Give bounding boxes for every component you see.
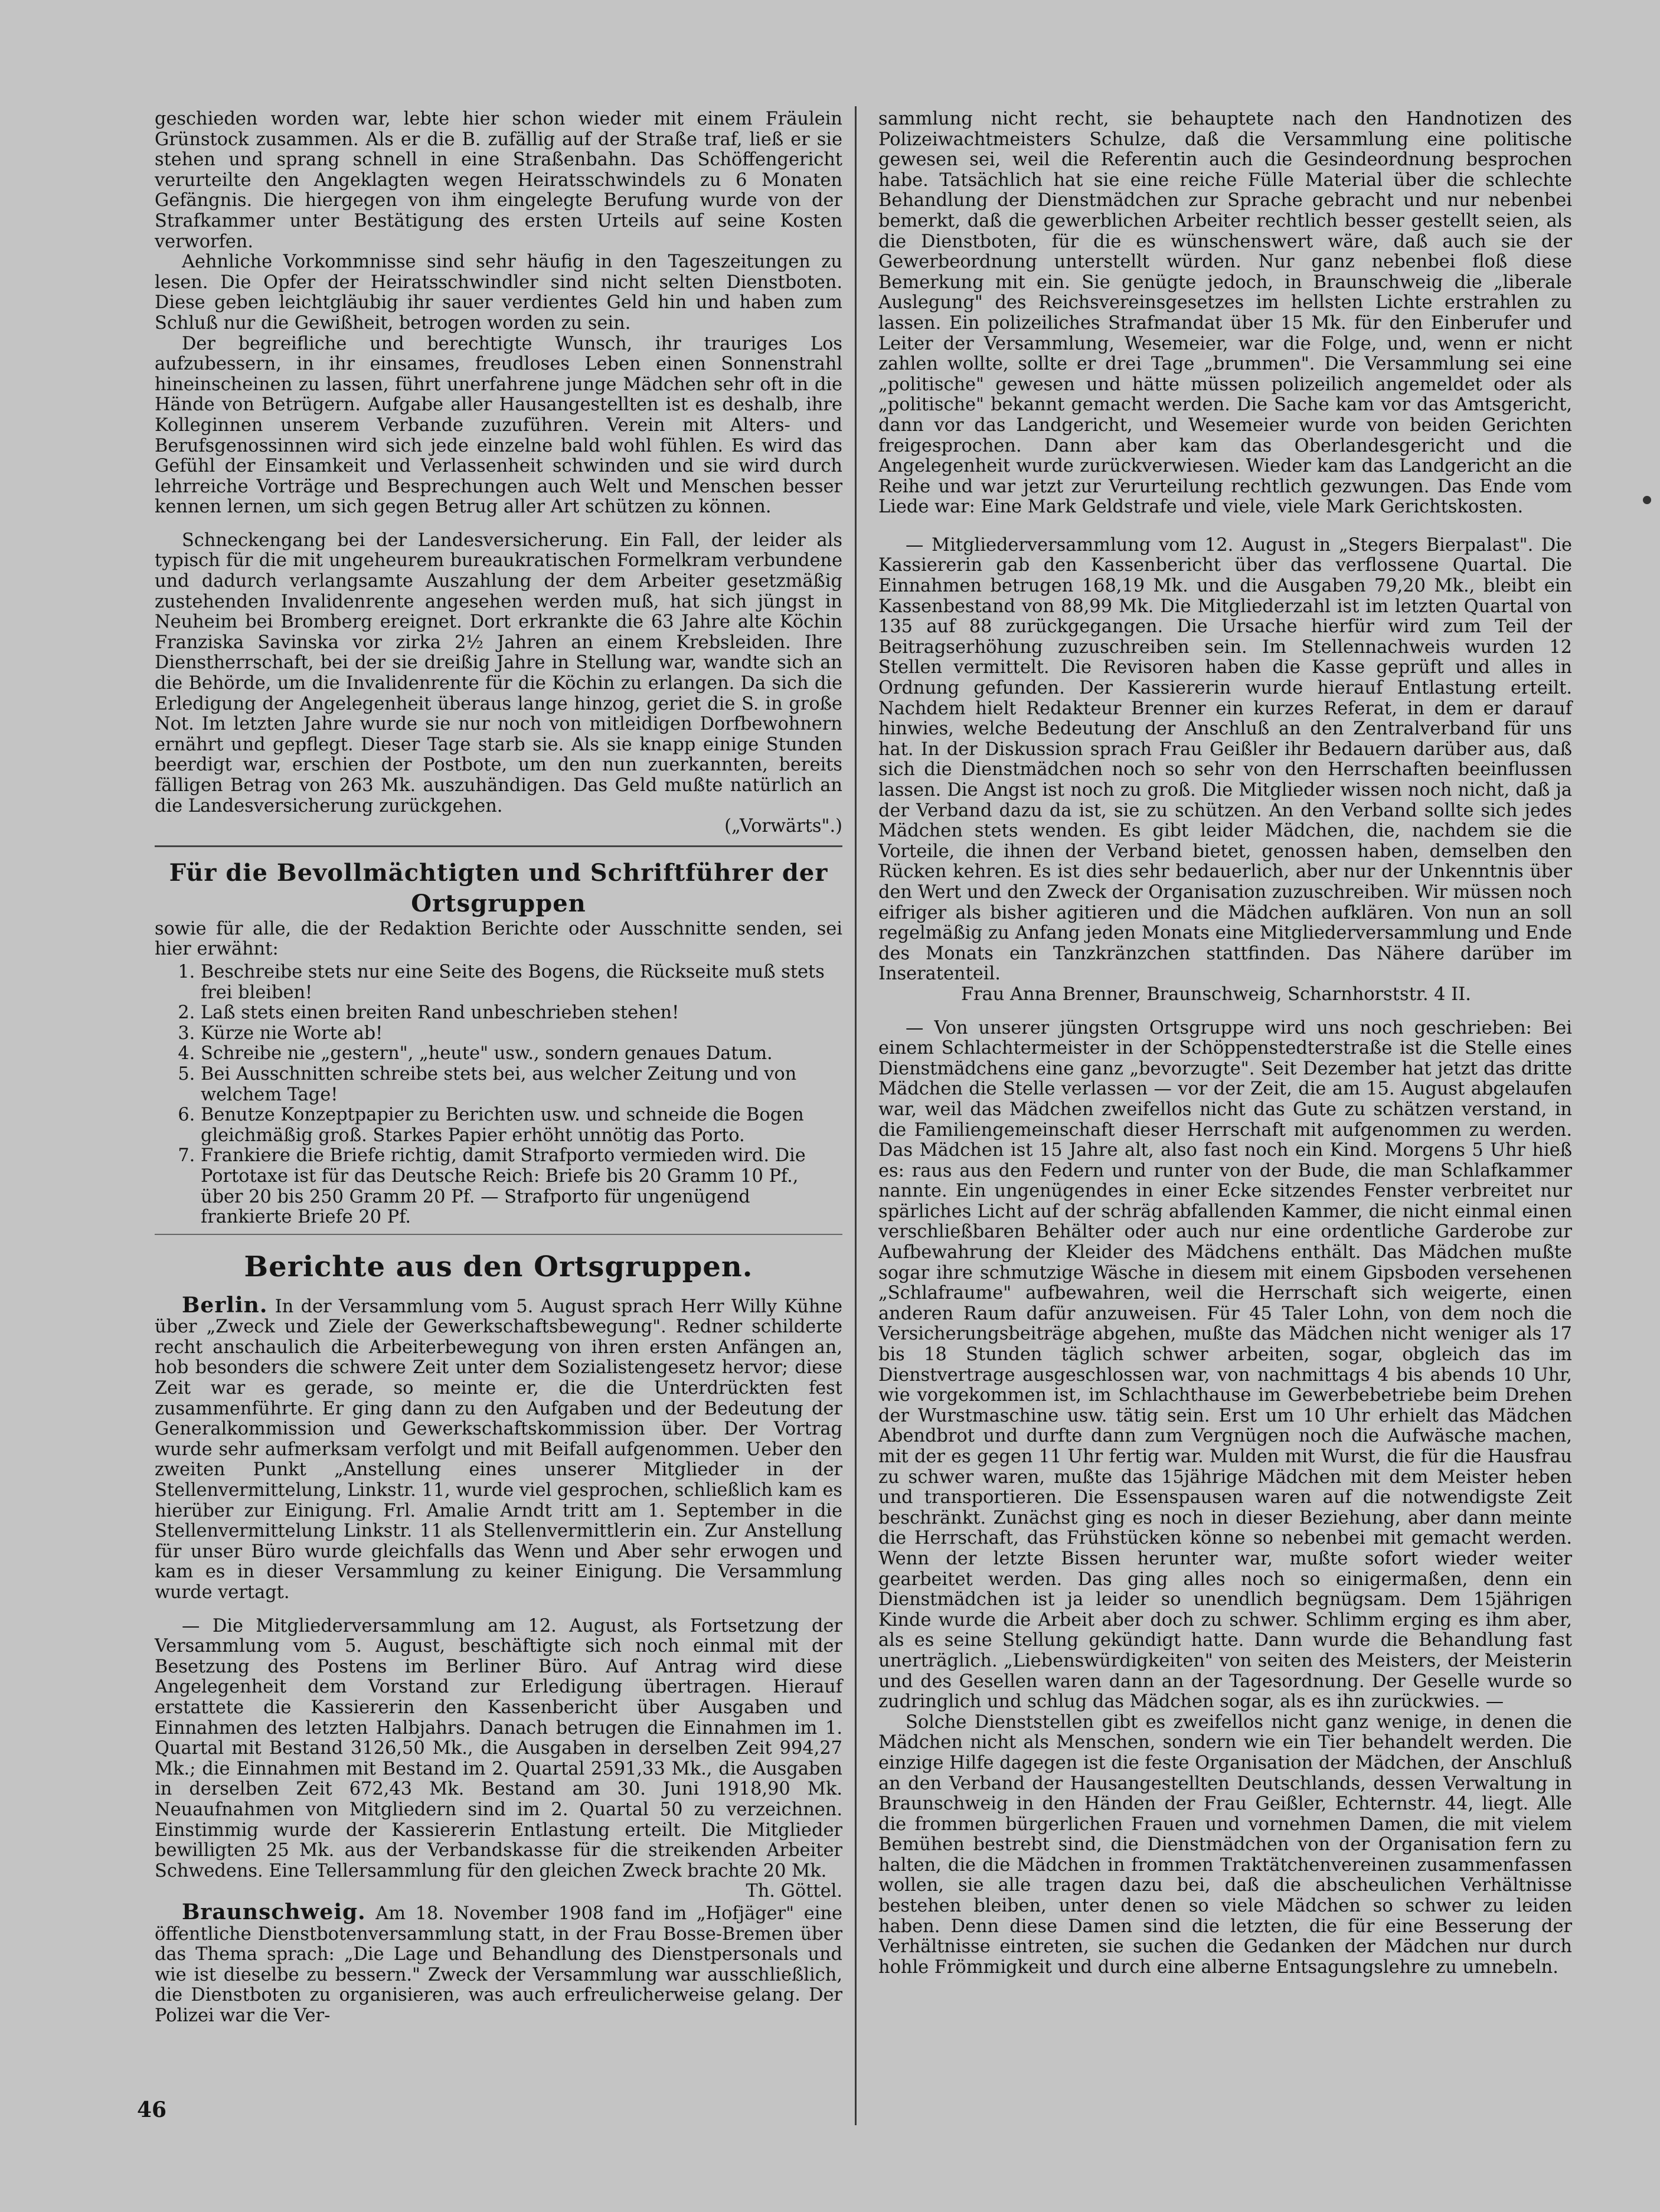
reports-title: Berichte aus den Ortsgruppen. <box>244 1250 753 1283</box>
ortsgruppe-report: — Von unserer jüngsten Ortsgruppe wird uns noch geschrieben: Bei einem Schlachtermeister in der Schöppenstedterstraße ist die Stelle eines Dienstmädchens eine ganz „bevorzugte". Seit Dezember hat jetzt das dritte Mädchen die Stelle verlassen — vor der Zeit, die am 15. August abgelaufen war, weil das Mädchen zweifellos nicht das Gute zu schätzen verstand, in die Familiengemeinschaft dieser Herrschaft mit aufgenommen zu werden. Das Mädchen ist 15 Jahre alt, also fast noch ein Kind. Morgens 5 Uhr hieß es: raus aus den Federn und runter von der Bude, die man Schlafkammer nannte. Ein ungenügendes in einer Ecke sitzendes Fenster verbreitet nur spärliches Licht auf der schräg abfallenden Kammer, die nicht einmal einen verschließbaren Behälter oder auch nur eine ordentliche Garderobe zur Aufbewahrung der Kleider des Mädchens enthält. Das Mädchen mußte sogar ihre schmutzige Wäsche in diesem mit einem Gipsboden versehenen „Schlafraume" aufbewahren, weil die Herrschaft sich weigerte, einen anderen Raum dafür anzuweisen. Für 45 Taler Lohn, von dem noch die Versicherungsbeiträge abgehen, mußte das Mädchen nicht weniger als 17 bis 18 Stunden täglich schwer arbeiten, sogar, obgleich das im Dienstvertrage ausgeschlossen war, von nachmittags 4 bis abends 10 Uhr, wie vorgekommen ist, im Schlachthause im Gewerbebetriebe beim Drehen der Wurstmaschine usw. tätig sein. Erst um 10 Uhr erhielt das Mädchen Abendbrot und durfte dann zum Vergnügen noch die Aufwäsche machen, mit der es gegen 11 Uhr fertig war. Mulden mit Wurst, die für die Hausfrau zu schwer waren, mußte das 15jährige Mädchen mit dem Meister heben und transportieren. Die Essenspausen waren auf die notwendigste Zeit beschränkt. Zunächst ging es noch in dieser Beziehung, aber dann meinte die Herrschaft, das Frühstücken könne so nebenbei mit gemacht werden. Wenn der letzte Bissen herunter war, mußte sofort wieder weiter gearbeitet werden. Das ging alles noch so einigermaßen, denn ein Dienstmädchen ist ja leider so unendlich begnügsam. Dem 15jährigen Kinde wurde die Arbeit aber doch zu schwer. Schlimm erging es ihm aber, als es seine Stellung gekündigt hatte. Dann wurde die Behandlung fast unerträglich. „Liebenswürdigkeiten" von seiten des Meisters, der Meisterin und des Gesellen waren dann an der Tagesordnung. Der Geselle wurde so zudringlich und schlug das Mädchen sogar, als es ihn zurückwies. — <box>878 1017 1572 1713</box>
article-paragraph: Der begreifliche und berechtigte Wunsch, ihr trauriges Los aufzubessern, in ihr einsames, freudloses Leben einen Sonnenstrahl hineinscheinen zu lassen, führt unerfahrene junge Mädchen sehr oft in die Hände von Betrügern. Aufgabe aller Hausangestellten ist es deshalb, ihre Kolleginnen unserem Verbande zuzuführen. Verein mit Alters- und Berufsgenossinnen wird sich jede einzelne bald wohl fühlen. Es wird das Gefühl der Einsamkeit und Verlassenheit schwinden und sie wird durch lehrreiche Vorträge und Besprechungen auch Welt und Menschen besser kennen lernen, um sich gegen Betrug aller Art schützen zu können. <box>155 333 842 518</box>
scan-edge-mark <box>1643 496 1651 504</box>
berlin-signature: Th. Göttel. <box>746 1881 842 1902</box>
source-signature: („Vorwärts".) <box>724 816 842 837</box>
notice-item: 3. Kürze nie Worte ab! <box>201 1024 842 1044</box>
section-rule <box>155 845 842 847</box>
left-column <box>155 109 842 2026</box>
notice-item: 4. Schreibe nie „gestern", „heute" usw., sondern genaues Datum. <box>201 1044 842 1064</box>
notice-item: 5. Bei Ausschnitten schreibe stets bei, aus welcher Zeitung und von welchem Tage! <box>201 1064 842 1105</box>
braunschweig-report-text: Am 18. November 1908 fand im „Hofjäger" eine öffentliche Dienstbotenversammlung statt, in der Frau Bosse-Bremen über das Thema sprach: „Die Lage und Behandlung des Dienstpersonals und wie ist dieselbe zu bessern." Zweck der Versammlung war ausschließlich, die Dienstboten zu organisieren, was auch erfreulicherweise gelang. Der Polizei war die Ver- <box>155 1903 842 2026</box>
braunschweig-continuation: sammlung nicht recht, sie behauptete nach den Handnotizen des Polizeiwachtmeisters Schulze, daß die Versammlung eine politische gewesen sei, weil die Referentin auch die Gesindeordnung besprochen habe. Tatsächlich hat sie eine reiche Fülle Material über die schlechte Behandlung der Dienstmädchen zur Sprache gebracht und nur nebenbei bemerkt, daß die gewerblichen Arbeiter rechtlich besser gestellt seien, als die Dienstboten, für die es wünschenswert wäre, daß auch sie der Gewerbeordnung unterstellt würden. Nur ganz nebenbei floß diese Bemerkung mit ein. Sie genügte jedoch, in Braunschweig die „liberale Auslegung" des Reichsvereinsgesetzes im hellsten Lichte erstrahlen zu lassen. Ein polizeiliches Strafmandat über 15 Mk. für den Einberufer und Leiter der Versammlung, Wesemeier, war die Folge, und, wenn er nicht zahlen wollte, sollte er drei Tage „brummen". Die Versammlung sei eine „politische" gewesen und hätte müssen polizeilich angemeldet oder als „politische" bekannt gemacht werden. Die Sache kam vor das Amtsgericht, dann vor das Landgericht, und Wesemeier wurde von beiden Gerichten freigesprochen. Dann aber kam das Oberlandesgericht und die Angelegenheit wurde zurückverwiesen. Wieder kam das Landgericht an die Reihe und war jetzt zur Verurteilung rechtlich gezwungen. Das Ende vom Liede war: Eine Mark Geldstrafe und viele, viele Mark Gerichtskosten. <box>878 109 1572 518</box>
notice-list <box>155 962 842 1228</box>
article-continuation: geschieden worden war, lebte hier schon wieder mit einem Fräulein Grünstock zusammen. Als er die B. zufällig auf der Straße traf, ließ er sie stehen und sprang schnell in eine Straßenbahn. Das Schöffengericht verurteilte den Angeklagten wegen Heiratsschwindels zu 6 Monaten Gefängnis. Die hiergegen von ihm eingelegte Berufung wurde von der Strafkammer unter Bestätigung des ersten Urteils auf seine Kosten verworfen. <box>155 109 842 252</box>
notice-title: Für die Bevollmächtigten und Schriftführer der Ortsgruppen <box>169 858 828 917</box>
notice-item: 6. Benutze Konzeptpapier zu Berichten usw. und schneide die Bogen gleichmäßig groß. Starkes Papier erhöht unnötig das Porto. <box>201 1105 842 1146</box>
closing-paragraph: Solche Dienststellen gibt es zweifellos nicht ganz wenige, in denen die Mädchen nicht als Menschen, sondern wie ein Tier behandelt werden. Die einzige Hilfe dagegen ist die feste Organisation der Mädchen, der Anschluß an den Verband der Hausangestellten Deutschlands, dessen Verwaltung in Braunschweig in den Händen der Frau Geißler, Echternstr. 44, liegt. Alle die frommen bürgerlichen Frauen und vornehmen Damen, die mit vielem Bemühen bestrebt sind, die Dienstmädchen von der Organisation fern zu halten, die die Mädchen in frommen Traktätchenvereinen zusammenfassen wollen, sie alle tragen dazu bei, daß die abscheulichen Verhältnisse bestehen bleiben, unter denen so viele Mädchen so schwer zu leiden haben. Denn diese Damen sind die letzten, die für eine Besserung der Verhältnisse eintreten, sie suchen die Gedanken der Mädchen nur durch hohle Frömmigkeit und durch eine alberne Entsagungslehre zu umnebeln. <box>878 1711 1572 1978</box>
article-paragraph: Aehnliche Vorkommnisse sind sehr häufig in den Tageszeitungen zu lesen. Die Opfer der Heiratsschwindler sind nicht selten Dienstboten. Diese geben leichtgläubig ihr sauer verdientes Geld hin und haben zum Schluß nur die Gewißheit, betrogen worden zu sein. <box>155 251 842 334</box>
landesversicherung-paragraph: Schneckengang bei der Landesversicherung. Ein Fall, der leider als typisch für die mit ungeheurem bureaukratischen Formelkram verbundene und dadurch verlangsamte Auszahlung der dem Arbeiter gesetzmäßig zustehenden Invalidenrente angesehen werden muß, hat sich jüngst in Neuheim bei Bromberg ereignet. Dort erkrankte die 63 Jahre alte Köchin Franziska Savinska vor zirka 2½ Jahren an einem Krebsleiden. Ihre Dienstherrschaft, bei der sie dreißig Jahre in Stellung war, wandte sich an die Behörde, um die Invalidenrente für die Köchin zu erlangen. Da sich die Erledigung der Angelegenheit überaus lange hinzog, geriet die S. in große Not. Im letzten Jahre wurde sie nur noch von mitleidigen Dorfbewohnern ernährt und gepflegt. Dieser Tage starb sie. Als sie knapp einige Stunden beerdigt war, erschien der Postbote, um den nun zuerkannten, bereits fälligen Betrag von 263 Mk. auszuhändigen. Das Geld mußte natürlich an die Landesversicherung zurückgehen. <box>155 530 842 816</box>
city-heading-berlin: Berlin. <box>182 1292 268 1318</box>
notice-item: 1. Beschreibe stets nur eine Seite des Bogens, die Rückseite muß stets frei bleiben! <box>201 962 842 1003</box>
braunschweig-report <box>155 1899 842 2027</box>
berlin-report-text: In der Versammlung vom 5. August sprach Herr Willy Kühne über „Zweck und Ziele der Gewerkschaftsbewegung". Redner schilderte recht anschaulich die Arbeiterbewegung von ihren ersten Anfängen an, hob besonders die schwere Zeit unter dem Sozialistengesetz hervor; diese Zeit war es gerade, so meinte er, die die Unterdrückten fest zusammenführte. Er ging dann zu den Aufgaben und der Bedeutung der Generalkommission und Gewerkschaftskommission über. Der Vortrag wurde sehr aufmerksam verfolgt und mit Beifall aufgenommen. Ueber den zweiten Punkt „Anstellung eines unserer Mitglieder in der Stellenvermittelung, Linkstr. 11, wurde viel gesprochen, schließlich kam es hierüber zur Einigung. Frl. Amalie Arndt tritt am 1. September in die Stellenvermittelung Linkstr. 11 als Stellenvermittlerin ein. Zur Anstellung für unser Büro wurde gleichfalls das Wenn und Aber sehr erwogen und kam es in dieser Versammlung zu keiner Einigung. Die Versammlung wurde vertagt. <box>155 1296 842 1603</box>
notice-intro: sowie für alle, die der Redaktion Berichte oder Ausschnitte senden, sei hier erwähnt: <box>155 918 842 960</box>
section-rule <box>155 1234 842 1235</box>
column-divider <box>855 106 857 2125</box>
page-number: 46 <box>137 2097 167 2122</box>
mitgliederversammlung-report: — Mitgliederversammlung vom 12. August in „Stegers Bierpalast". Die Kassiererin gab den Kassenbericht über das verflossene Quartal. Die Einnahmen betrugen 168,19 Mk. und die Ausgaben 79,20 Mk., bleibt ein Kassenbestand von 88,99 Mk. Die Mitgliederzahl ist im letzten Quartal von 135 auf 88 zurückgegangen. Die Ursache hierfür wird zum Teil der Beitragserhöhung zuzuschreiben sein. Im Stellennachweis wurden 12 Stellen vermittelt. Die Revisoren haben die Kasse geprüft und alles in Ordnung gefunden. Der Kassiererin wurde hierauf Entlastung erteilt. Nachdem hielt Redakteur Brenner ein kurzes Referat, in dem er darauf hinwies, welche Bedeutung der Anschluß an den Zentralverband für uns hat. In der Diskussion sprach Frau Geißler ihr Bedauern darüber aus, daß sich die Dienstmädchen noch so sehr von den Herrschaften beeinflussen lassen. Die Angst ist noch zu groß. Die Mitglieder wissen noch nicht, daß ja der Verband dazu da ist, sie zu schützen. An den Verband sollte sich jedes Mädchen stets wenden. Es gibt leider Mädchen, die, nachdem sie die Vorteile, die ihnen der Verband bietet, genossen haben, demselben den Rücken kehren. Es ist dies sehr bedauerlich, aber nur der Unkenntnis über den Wert und den Zweck der Organisation zuzuschreiben. Wir müssen noch eifriger als bisher agitieren und die Mädchen aufklären. Von nun an soll regelmäßig zu Anfang jeden Monats eine Mitgliederversammlung und Ende des Monats ein Tanzkränzchen stattfinden. Das Nähere darüber im Inseratenteil. <box>878 534 1572 985</box>
right-column <box>878 109 1572 1978</box>
notice-item: 2. Laß stets einen breiten Rand unbeschrieben stehen! <box>201 1003 842 1024</box>
brenner-signature: Frau Anna Brenner, Braunschweig, Scharnhorststr. 4 II. <box>961 984 1471 1005</box>
berlin-report-2: — Die Mitgliederversammlung am 12. August, als Fortsetzung der Versammlung vom 5. August, beschäftigte sich noch einmal mit der Besetzung des Postens im Berliner Büro. Auf Antrag wird diese Angelegenheit dem Vorstand zur Erledigung übertragen. Hierauf erstattete die Kassiererin den Kassenbericht über Ausgaben und Einnahmen des letzten Halbjahrs. Danach betrugen die Einnahmen im 1. Quartal mit Bestand 3126,50 Mk., die Ausgaben in derselben Zeit 994,27 Mk.; die Einnahmen mit Bestand im 2. Quartal 2591,33 Mk., die Ausgaben in derselben Zeit 672,43 Mk. Bestand am 30. Juni 1918,90 Mk. Neuaufnahmen von Mitgliedern sind im 2. Quartal 50 zu verzeichnen. Einstimmig wurde der Kassiererin Entlastung erteilt. Die Mitglieder bewilligten 25 Mk. aus der Verbandskasse für die streikenden Arbeiter Schwedens. Eine Tellersammlung für den gleichen Zweck brachte 20 Mk. <box>155 1615 842 1881</box>
notice-item: 7. Frankiere die Briefe richtig, damit Strafporto vermieden wird. Die Portotaxe ist für das Deutsche Reich: Briefe bis 20 Gramm 10 Pf., über 20 bis 250 Gramm 20 Pf. — Strafporto für ungenügend frankierte Briefe 20 Pf. <box>201 1146 842 1227</box>
berlin-report <box>155 1292 842 1603</box>
city-heading-braunschweig: Braunschweig. <box>182 1899 366 1925</box>
